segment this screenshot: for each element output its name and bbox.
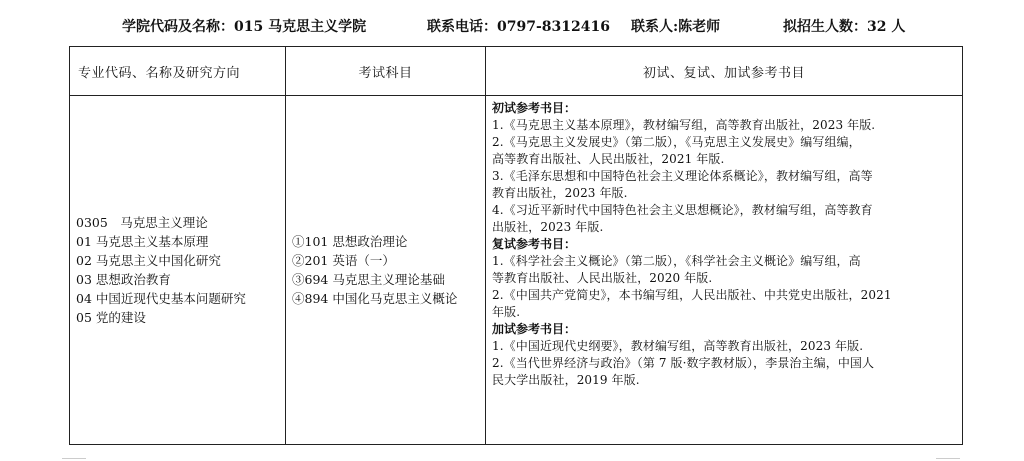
page-corner-mark bbox=[62, 458, 86, 459]
page-corner-mark bbox=[936, 458, 960, 459]
references-cell bbox=[486, 96, 963, 445]
reference-line: 1.《科学社会主义概论》（第二版），《科学社会主义概论》编写组，高 bbox=[492, 254, 861, 268]
reference-line: 高等教育出版社、人民出版社，2021 年版. bbox=[492, 152, 725, 166]
admission-table bbox=[69, 46, 963, 445]
header-references: 初试、复试、加试参考书目 bbox=[486, 47, 963, 96]
direction-item: 03 思想政治教育 bbox=[76, 272, 171, 287]
table-header-row bbox=[70, 47, 963, 96]
table-row bbox=[70, 96, 963, 445]
reference-line: 2.《马克思主义发展史》（第二版），《马克思主义发展史》编写组编， bbox=[492, 135, 861, 149]
reference-line: 2.《中国共产党简史》，本书编写组，人民出版社、中共党史出版社，2021 bbox=[492, 288, 892, 302]
reference-line: 3.《毛泽东思想和中国特色社会主义理论体系概论》，教材编写组，高等 bbox=[492, 169, 873, 183]
major-code-line: 0305 马克思主义理论 bbox=[76, 215, 208, 230]
header-major: 专业代码、名称及研究方向 bbox=[70, 47, 286, 96]
direction-list bbox=[70, 213, 285, 327]
contact-person: 联系人:陈老师 bbox=[631, 19, 721, 35]
direction-item: 05 党的建设 bbox=[76, 310, 146, 325]
reference-line: 4.《习近平新时代中国特色社会主义思想概论》，教材编写组，高等教育 bbox=[492, 203, 873, 217]
reference-line: 教育出版社，2023 年版. bbox=[492, 186, 628, 200]
reference-line: 年版. bbox=[492, 305, 521, 319]
reference-line: 2.《当代世界经济与政治》（第 7 版·数字教材版），李景治主编，中国人 bbox=[492, 356, 875, 370]
subject-list bbox=[286, 232, 485, 308]
subject-item: ①101 思想政治理论 bbox=[292, 234, 408, 249]
retest-ref-title: 复试参考书目： bbox=[492, 237, 577, 251]
subjects-cell bbox=[286, 96, 486, 445]
initial-ref-title: 初试参考书目： bbox=[492, 101, 577, 115]
subject-item: ②201 英语（一） bbox=[292, 253, 395, 268]
header-subjects: 考试科目 bbox=[286, 47, 486, 96]
reference-line: 1.《中国近现代史纲要》，教材编写组，高等教育出版社，2023 年版. bbox=[492, 339, 864, 353]
college-code-name: 学院代码及名称：015 马克思主义学院 bbox=[122, 19, 367, 35]
direction-item: 01 马克思主义基本原理 bbox=[76, 234, 209, 249]
reference-line: 出版社，2023 年版. bbox=[492, 220, 604, 234]
contact-phone: 联系电话：0797-8312416 bbox=[427, 19, 610, 35]
reference-line: 等教育出版社、人民出版社，2020 年版. bbox=[492, 271, 713, 285]
reference-line: 民大学出版社，2019 年版. bbox=[492, 373, 640, 387]
subject-item: ④894 中国化马克思主义概论 bbox=[292, 291, 458, 306]
direction-item: 04 中国近现代史基本问题研究 bbox=[76, 291, 246, 306]
major-cell bbox=[70, 96, 286, 445]
extra-ref-title: 加试参考书目： bbox=[492, 322, 577, 336]
enrollment-count: 拟招生人数：32 人 bbox=[783, 19, 906, 35]
direction-item: 02 马克思主义中国化研究 bbox=[76, 253, 221, 268]
page-header bbox=[0, 16, 1024, 40]
reference-line: 1.《马克思主义基本原理》，教材编写组，高等教育出版社，2023 年版. bbox=[492, 118, 876, 132]
subject-item: ③694 马克思主义理论基础 bbox=[292, 272, 445, 287]
